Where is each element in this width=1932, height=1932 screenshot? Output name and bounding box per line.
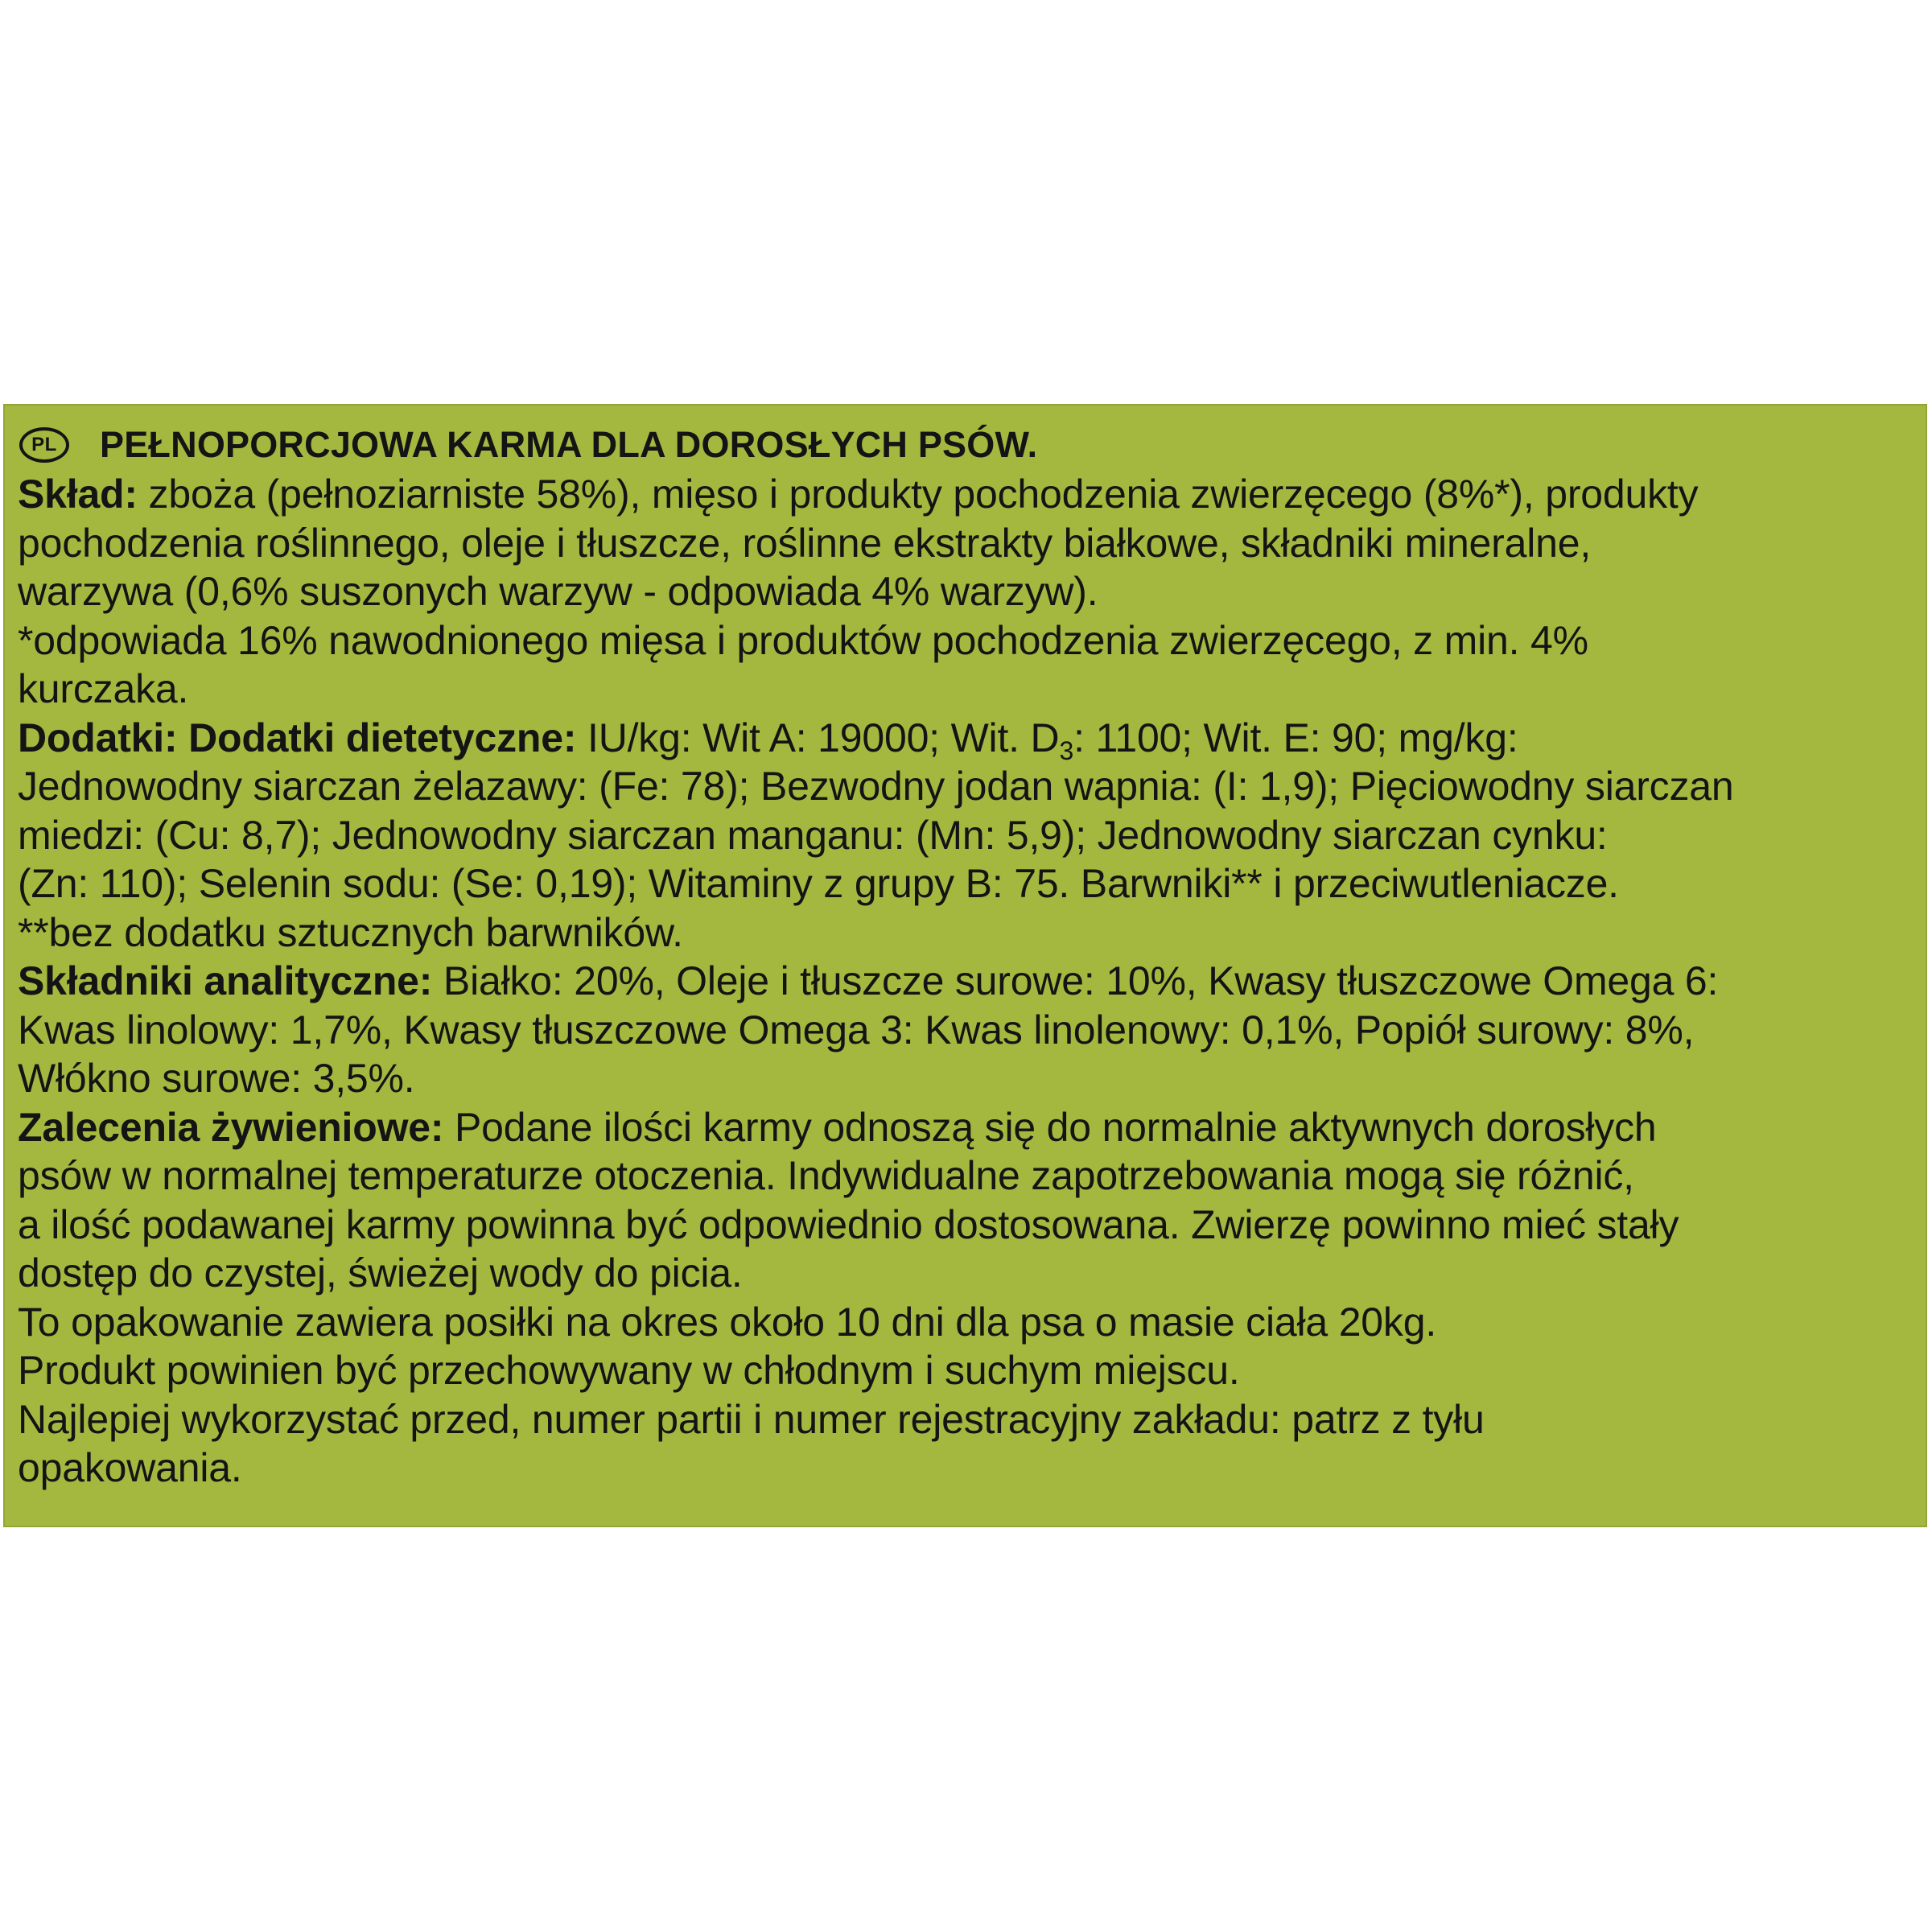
label-title-row: [18, 420, 1909, 470]
analityczne-line-3: Włókno surowe: 3,5%.: [18, 1056, 415, 1101]
zalecenia-line-3: a ilość podawanej karmy powinna być odpowiednio dostosowana. Zwierzę powinno mieć stały: [18, 1201, 1679, 1247]
zalecenia-line-1: [18, 1103, 1909, 1152]
zalecenia-heading: Zalecenia żywieniowe:: [18, 1104, 444, 1150]
zalecenia-text-1: Podane ilości karmy odnoszą się do normalnie aktywnych dorosłych: [443, 1104, 1657, 1150]
zalecenia-line-2: psów w normalnej temperaturze otoczenia. Indywidualne zapotrzebowania mogą się różnić,: [18, 1153, 1634, 1198]
dodatki-footnote: **bez dodatku sztucznych barwników.: [18, 909, 683, 955]
section-analityczne: [18, 957, 1909, 1103]
sklad-heading: Skład:: [18, 472, 138, 517]
sklad-line-3: warzywa (0,6% suszonych warzyw - odpowiada 4% warzyw).: [18, 569, 1098, 614]
section-sklad: [18, 470, 1909, 714]
dodatki-line-4: (Zn: 110); Selenin sodu: (Se: 0,19); Witaminy z grupy B: 75. Barwniki** i przeciwutleniacze.: [18, 861, 1619, 906]
section-zalecenia: [18, 1103, 1909, 1298]
dodatki-heading: Dodatki: Dodatki dietetyczne:: [18, 715, 577, 760]
info-line-1: To opakowanie zawiera posiłki na okres około 10 dni dla psa o masie ciała 20kg.: [18, 1299, 1437, 1345]
analityczne-heading: Składniki analityczne:: [18, 958, 433, 1003]
dodatki-line-3: miedzi: (Cu: 8,7); Jednowodny siarczan manganu: (Mn: 5,9); Jednowodny siarczan cynku:: [18, 812, 1608, 858]
dodatki-subscript: 3: [1059, 735, 1074, 765]
sklad-footnote-2: kurczaka.: [18, 666, 189, 711]
sklad-line-1: [18, 470, 1909, 519]
zalecenia-line-4: dostęp do czystej, świeżej wody do picia.: [18, 1250, 743, 1296]
dodatki-line-2: Jednowodny siarczan żelazawy: (Fe: 78); Bezwodny jodan wapnia: (I: 1,9); Pięciowodny siarczan: [18, 764, 1734, 809]
dodatki-text-1a: IU/kg: Wit A: 19000; Wit. D: [576, 715, 1060, 760]
analityczne-line-1: [18, 957, 1909, 1006]
dodatki-text-1b: : 1100; Wit. E: 90; mg/kg:: [1073, 715, 1518, 760]
dodatki-line-1: [18, 714, 1909, 763]
analityczne-text-1: Białko: 20%, Oleje i tłuszcze surowe: 10%, Kwasy tłuszczowe Omega 6:: [432, 958, 1719, 1003]
label-title: PEŁNOPORCJOWA KARMA DLA DOROSŁYCH PSÓW.: [100, 424, 1038, 465]
section-dodatki: [18, 714, 1909, 958]
section-info: [18, 1298, 1909, 1493]
product-label-panel: [3, 404, 1927, 1527]
sklad-line-2: pochodzenia roślinnego, oleje i tłuszcze, roślinne ekstrakty białkowe, składniki mineralne,: [18, 520, 1592, 566]
analityczne-line-2: Kwas linolowy: 1,7%, Kwasy tłuszczowe Omega 3: Kwas linolenowy: 0,1%, Popiół surowy: 8%,: [18, 1007, 1695, 1053]
sklad-text-1: zboża (pełnoziarniste 58%), mięso i produkty pochodzenia zwierzęcego (8%*), produkty: [137, 472, 1699, 517]
sklad-footnote-1: *odpowiada 16% nawodnionego mięsa i produktów pochodzenia zwierzęcego, z min. 4%: [18, 617, 1588, 663]
info-line-4: opakowania.: [18, 1445, 242, 1490]
language-code: PL: [31, 434, 57, 455]
language-badge: [19, 427, 69, 463]
info-line-3: Najlepiej wykorzystać przed, numer partii i numer rejestracyjny zakładu: patrz z tyłu: [18, 1396, 1485, 1442]
info-line-2: Produkt powinien być przechowywany w chłodnym i suchym miejscu.: [18, 1348, 1240, 1393]
